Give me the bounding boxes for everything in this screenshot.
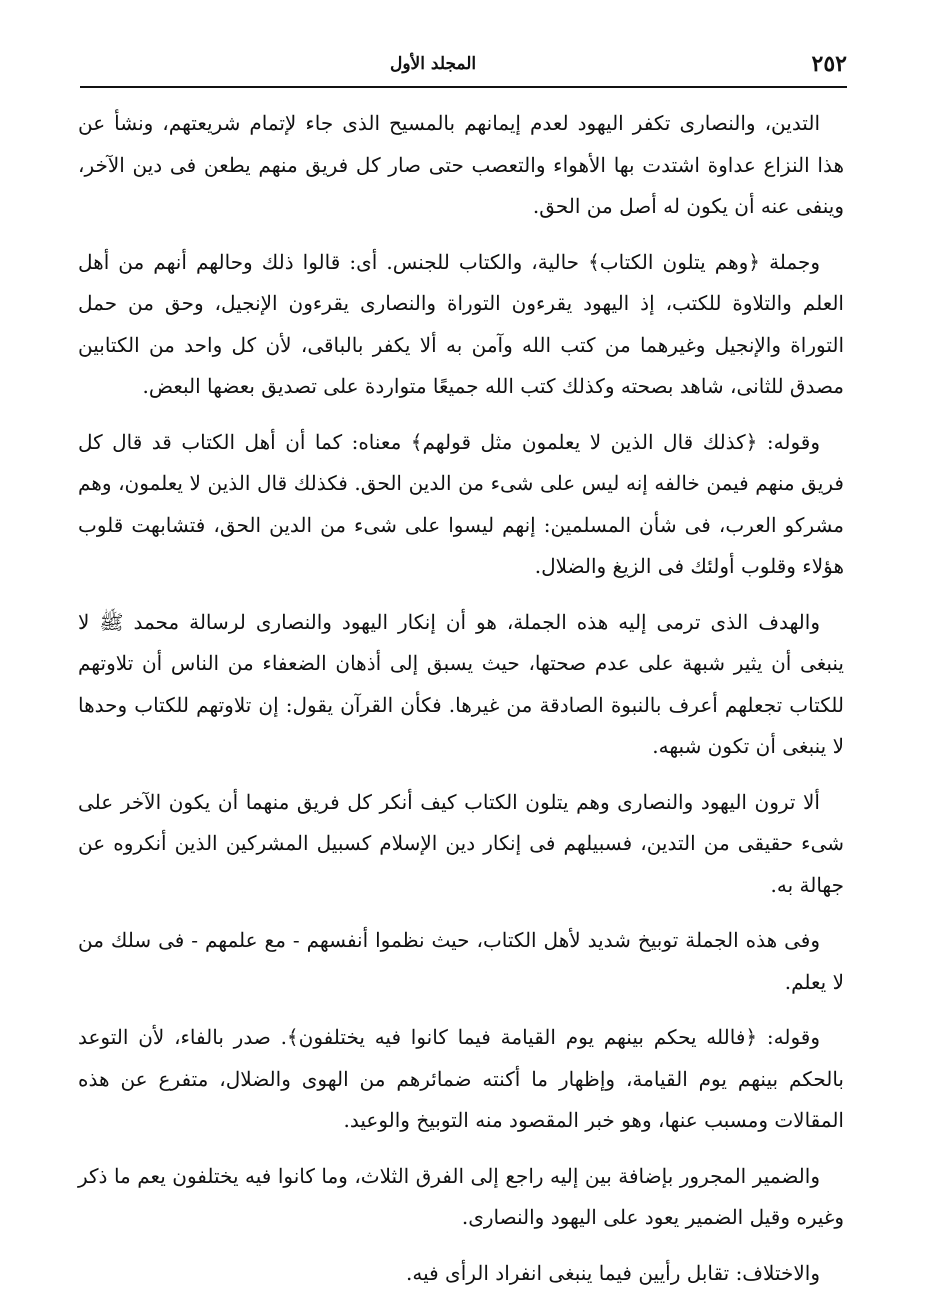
- paragraph: وقوله: ﴿فالله يحكم بينهم يوم القيامة فيما كانوا فيه يختلفون﴾. صدر بالفاء، لأن التوعد بالحكم بينهم يوم القيامة، وإظهار ما أكنته ضمائرهم من الهوى والضلال، متفرع عن هذه المقالات ومسبب عنها، وهو خبر المقصود منه التوبيخ والوعيد.: [78, 1025, 844, 1132]
- paragraph: وجملة ﴿وهم يتلون الكتاب﴾ حالية، والكتاب للجنس. أى: قالوا ذلك وحالهم أنهم من أهل العلم والتلاوة للكتب، إذ اليهود يقرءون التوراة والنصارى يقرءون الإنجيل، وحق من حمل التوراة والإنجيل وغيرهما من كتب الله وآمن به ألا يكفر بالباقى، لأن كل واحد من الكتابين مصدق للثانى، شاهد بصحته وكذلك كتب الله جميعًا متواردة على تصديق بعضها البعض.: [78, 249, 845, 398]
- page-body: [78, 103, 844, 1308]
- paragraph: ألا ترون اليهود والنصارى وهم يتلون الكتاب كيف أنكر كل فريق منهما أن يكون الآخر على شىء حقيقى من التدين، فسبيلهم فى إنكار دين الإسلام كسبيل المشركين الذين أنكروه عن جهالة به.: [78, 789, 844, 897]
- header-divider: [80, 86, 847, 88]
- paragraph: والهدف الذى ترمى إليه هذه الجملة، هو أن إنكار اليهود والنصارى لرسالة محمد ﷺ لا ينبغى أن يثير شبهة على عدم صحتها، حيث يسبق إلى أذهان الضعفاء من الناس أن تلاوتهم للكتاب تجعلهم أعرف بالنبوة الصادقة من غيرها. فكأن القرآن يقول: إن تلاوتهم للكتاب وحدها لا ينبغى أن تكون شبهه.: [78, 609, 845, 758]
- page-header: [80, 46, 847, 82]
- paragraph: والاختلاف: تقابل رأيين فيما ينبغى انفراد الرأى فيه.: [406, 1260, 820, 1285]
- page-number: ٢٥٢: [811, 51, 847, 77]
- paragraph: وفى هذه الجملة توبيخ شديد لأهل الكتاب، حيث نظموا أنفسهم - مع علمهم - فى سلك من لا يعلم.: [78, 928, 844, 994]
- running-title: المجلد الأول: [390, 54, 477, 74]
- paragraph: وقوله: ﴿كذلك قال الذين لا يعلمون مثل قولهم﴾ معناه: كما أن أهل الكتاب قد قال كل فريق منهم فيمن خالفه إنه ليس على شىء من الدين الحق. فكذلك قال الذين لا يعلمون، وهم مشركو العرب، فى شأن المسلمين: إنهم ليسوا على شىء من الدين الحق، فتشابهت قلوب هؤلاء وقلوب أولئك فى الزيغ والضلال.: [78, 429, 844, 578]
- paragraph: والضمير المجرور بإضافة بين إليه راجع إلى الفرق الثلاث، وما كانوا فيه يختلفون يعم ما ذكر وغيره وقيل الضمير يعود على اليهود والنصارى.: [78, 1163, 844, 1229]
- paragraph: التدين، والنصارى تكفر اليهود لعدم إيمانهم بالمسيح الذى جاء لإتمام شريعتهم، ونشأ عن هذا النزاع عداوة اشتدت بها الأهواء والتعصب حتى صار كل فريق منهم يطعن فى دين الآخر، وينفى عنه أن يكون له أصل من الحق.: [78, 111, 844, 218]
